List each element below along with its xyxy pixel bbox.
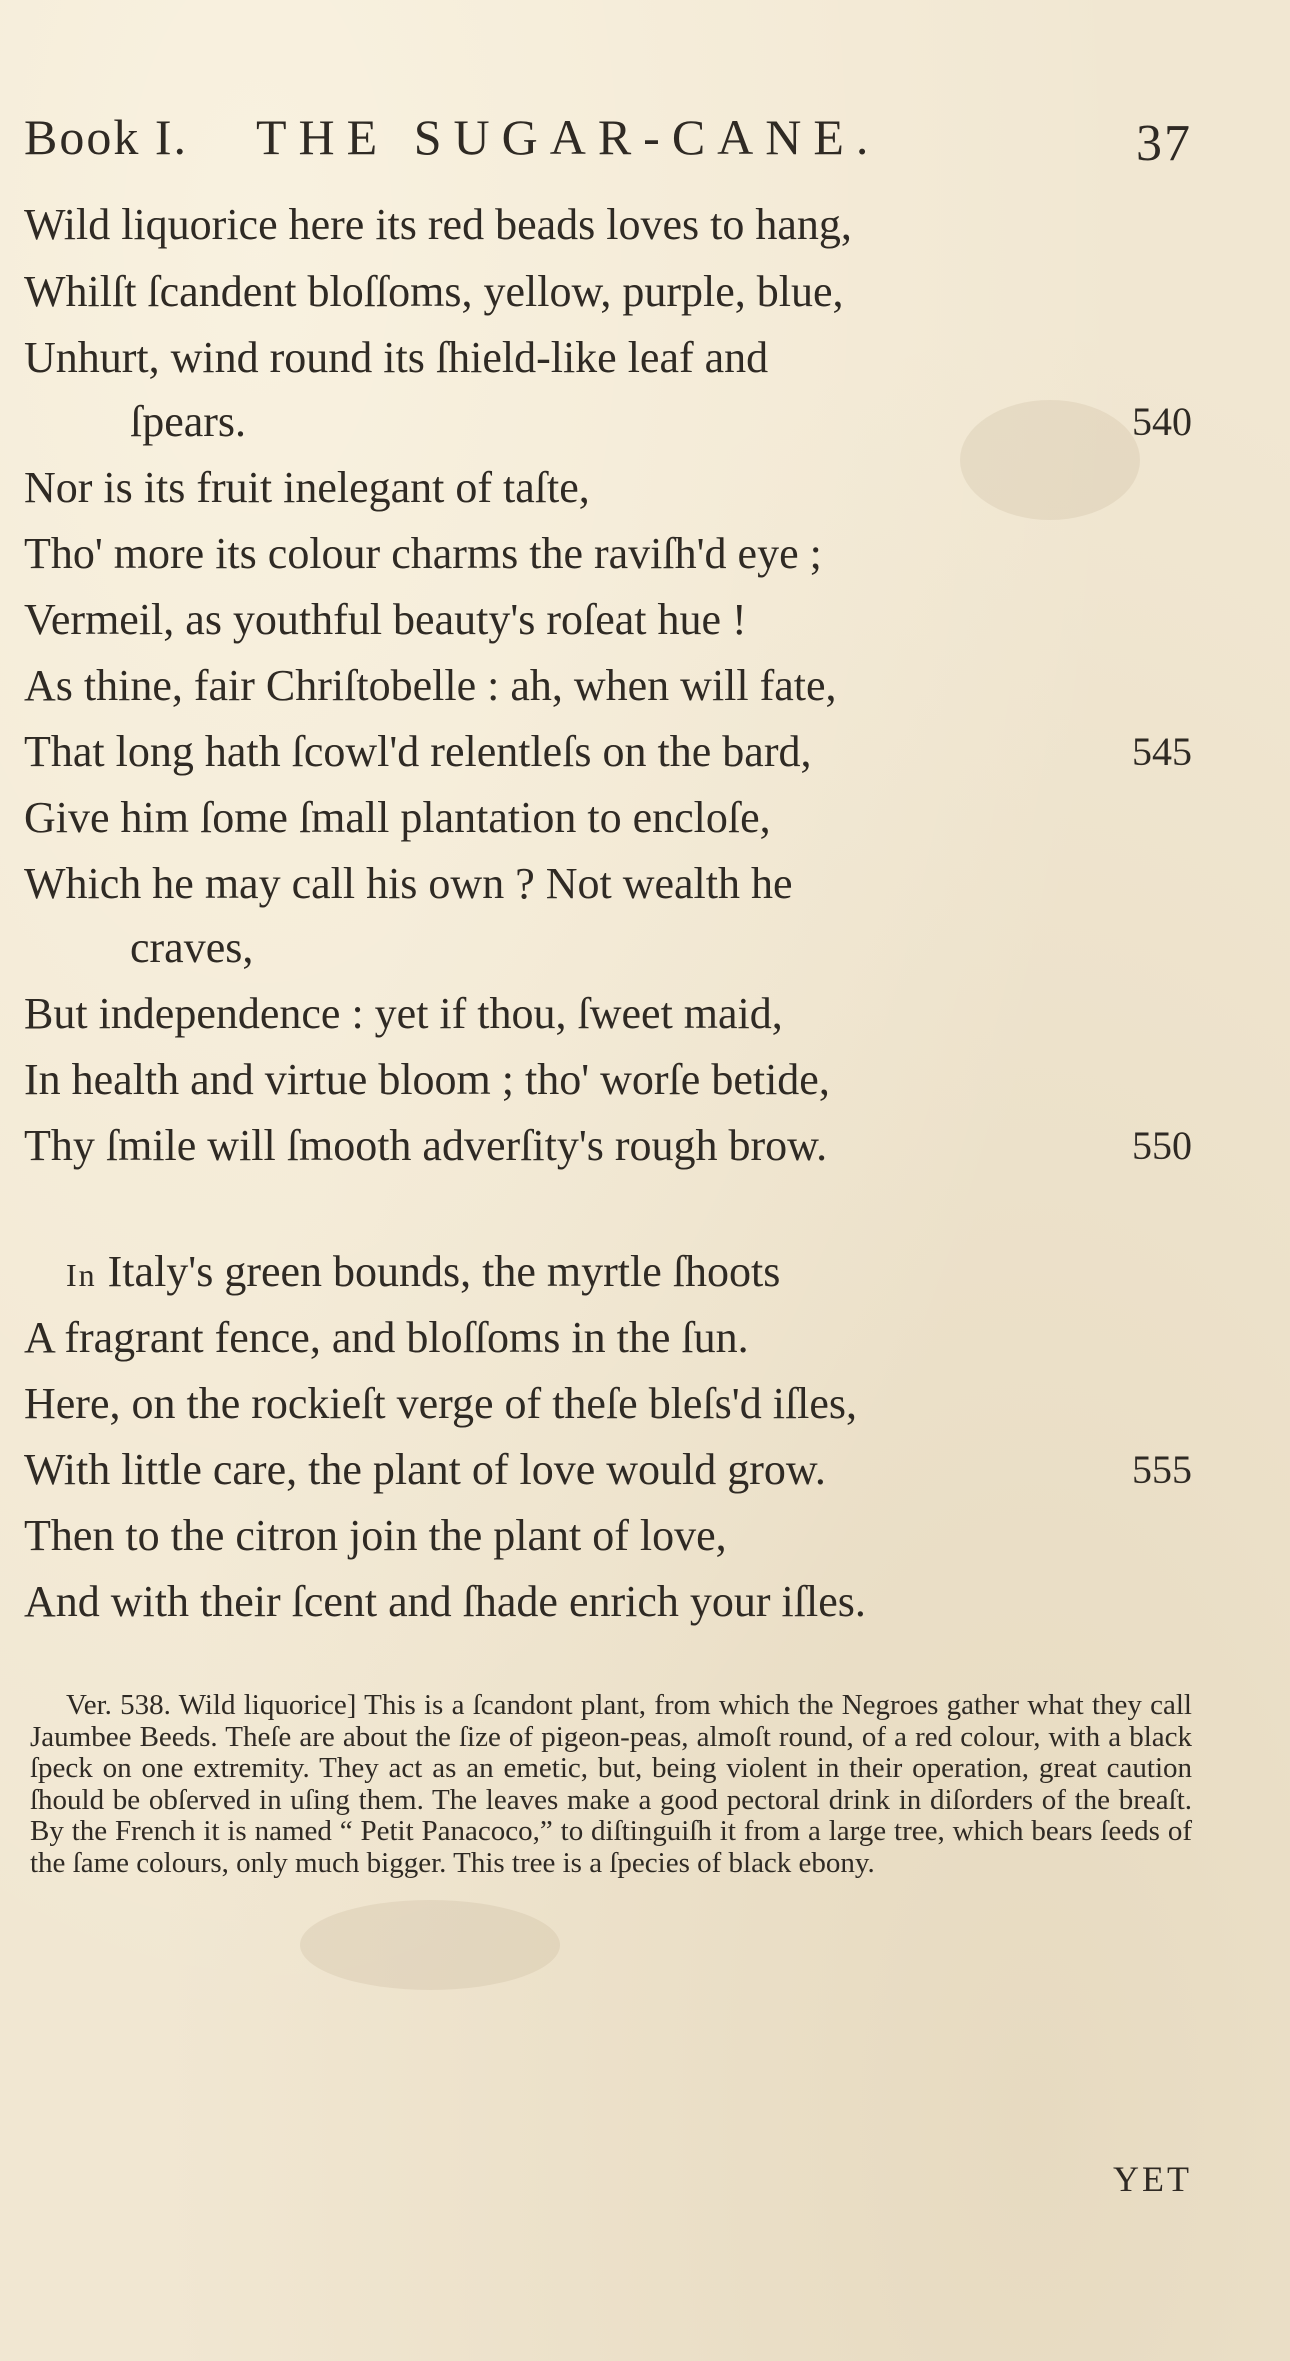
verse-line: That long hath ſcowl'd relentleſs on the bard, 545: [24, 722, 1192, 782]
line-number: 550: [1132, 1123, 1192, 1168]
page-number: 37: [1136, 115, 1192, 172]
verse-line: ſpears. 540: [130, 392, 1192, 452]
verse-line: In health and virtue bloom ; tho' worſe betide,: [24, 1055, 830, 1104]
verse-line: Unhurt, wind round its ſhield-like leaf and: [24, 333, 769, 382]
page-title: THE SUGAR-CANE.: [256, 109, 881, 165]
book-label: Book I.: [24, 109, 188, 165]
verse-line: As thine, fair Chriſtobelle : ah, when will fate,: [24, 661, 837, 710]
verse-line: Vermeil, as youthful beauty's roſeat hue !: [24, 595, 747, 644]
footnote-text: Ver. 538. Wild liquorice] This is a ſcandont plant, from which the Negroes gather what they call Jaumbee Beeds. Theſe are about the ſize of pigeon-peas, almoſt round, of a red colour, with a black ſpeck on one extremity. They act as an emetic, but, being violent in their operation, great caution ſhould be obſerved in uſing them. The leaves make a good pectoral drink in diſorders of the breaſt. By the French it is named “ Petit Panacoco,” to diſtinguiſh it from a large tree, which bears ſeeds of the ſame colours, only much bigger. This tree is a ſpecies of black ebony.: [30, 1689, 1192, 1879]
verse-line: Nor is its fruit inelegant of taſte,: [24, 463, 590, 512]
verse-line: A fragrant fence, and bloſſoms in the ſun.: [24, 1313, 749, 1362]
verse-line: Tho' more its colour charms the raviſh'd eye ;: [24, 529, 822, 578]
footnote: [30, 1690, 1192, 1879]
catchword: YET: [1113, 2159, 1192, 2199]
verse-line: Whilſt ſcandent bloſſoms, yellow, purple, blue,: [24, 267, 844, 316]
line-number: 555: [1132, 1447, 1192, 1492]
verse-line: Give him ſome ſmall plantation to encloſe,: [24, 793, 771, 842]
verse-line: Wild liquorice here its red beads loves to hang,: [24, 200, 852, 249]
verse-line: With little care, the plant of love would grow. 555: [24, 1440, 1192, 1500]
line-number: 545: [1132, 729, 1192, 774]
running-head: [24, 108, 1192, 172]
verse-line: In Italy's green bounds, the myrtle ſhoots: [66, 1247, 781, 1296]
verse-line: And with their ſcent and ſhade enrich your iſles.: [24, 1577, 866, 1626]
verse-line: But independence : yet if thou, ſweet maid,: [24, 989, 783, 1038]
stanza-initial: In: [66, 1257, 97, 1293]
verse-line: Then to the citron join the plant of love,: [24, 1511, 727, 1560]
verse-line: Thy ſmile will ſmooth adverſity's rough brow. 550: [24, 1116, 1192, 1176]
verse-line: craves,: [130, 923, 254, 972]
verse-line: Which he may call his own ? Not wealth he: [24, 859, 793, 908]
paper-stain: [300, 1900, 560, 1990]
verse-line: Here, on the rockieſt verge of theſe bleſs'd iſles,: [24, 1379, 858, 1428]
line-number: 540: [1132, 399, 1192, 444]
